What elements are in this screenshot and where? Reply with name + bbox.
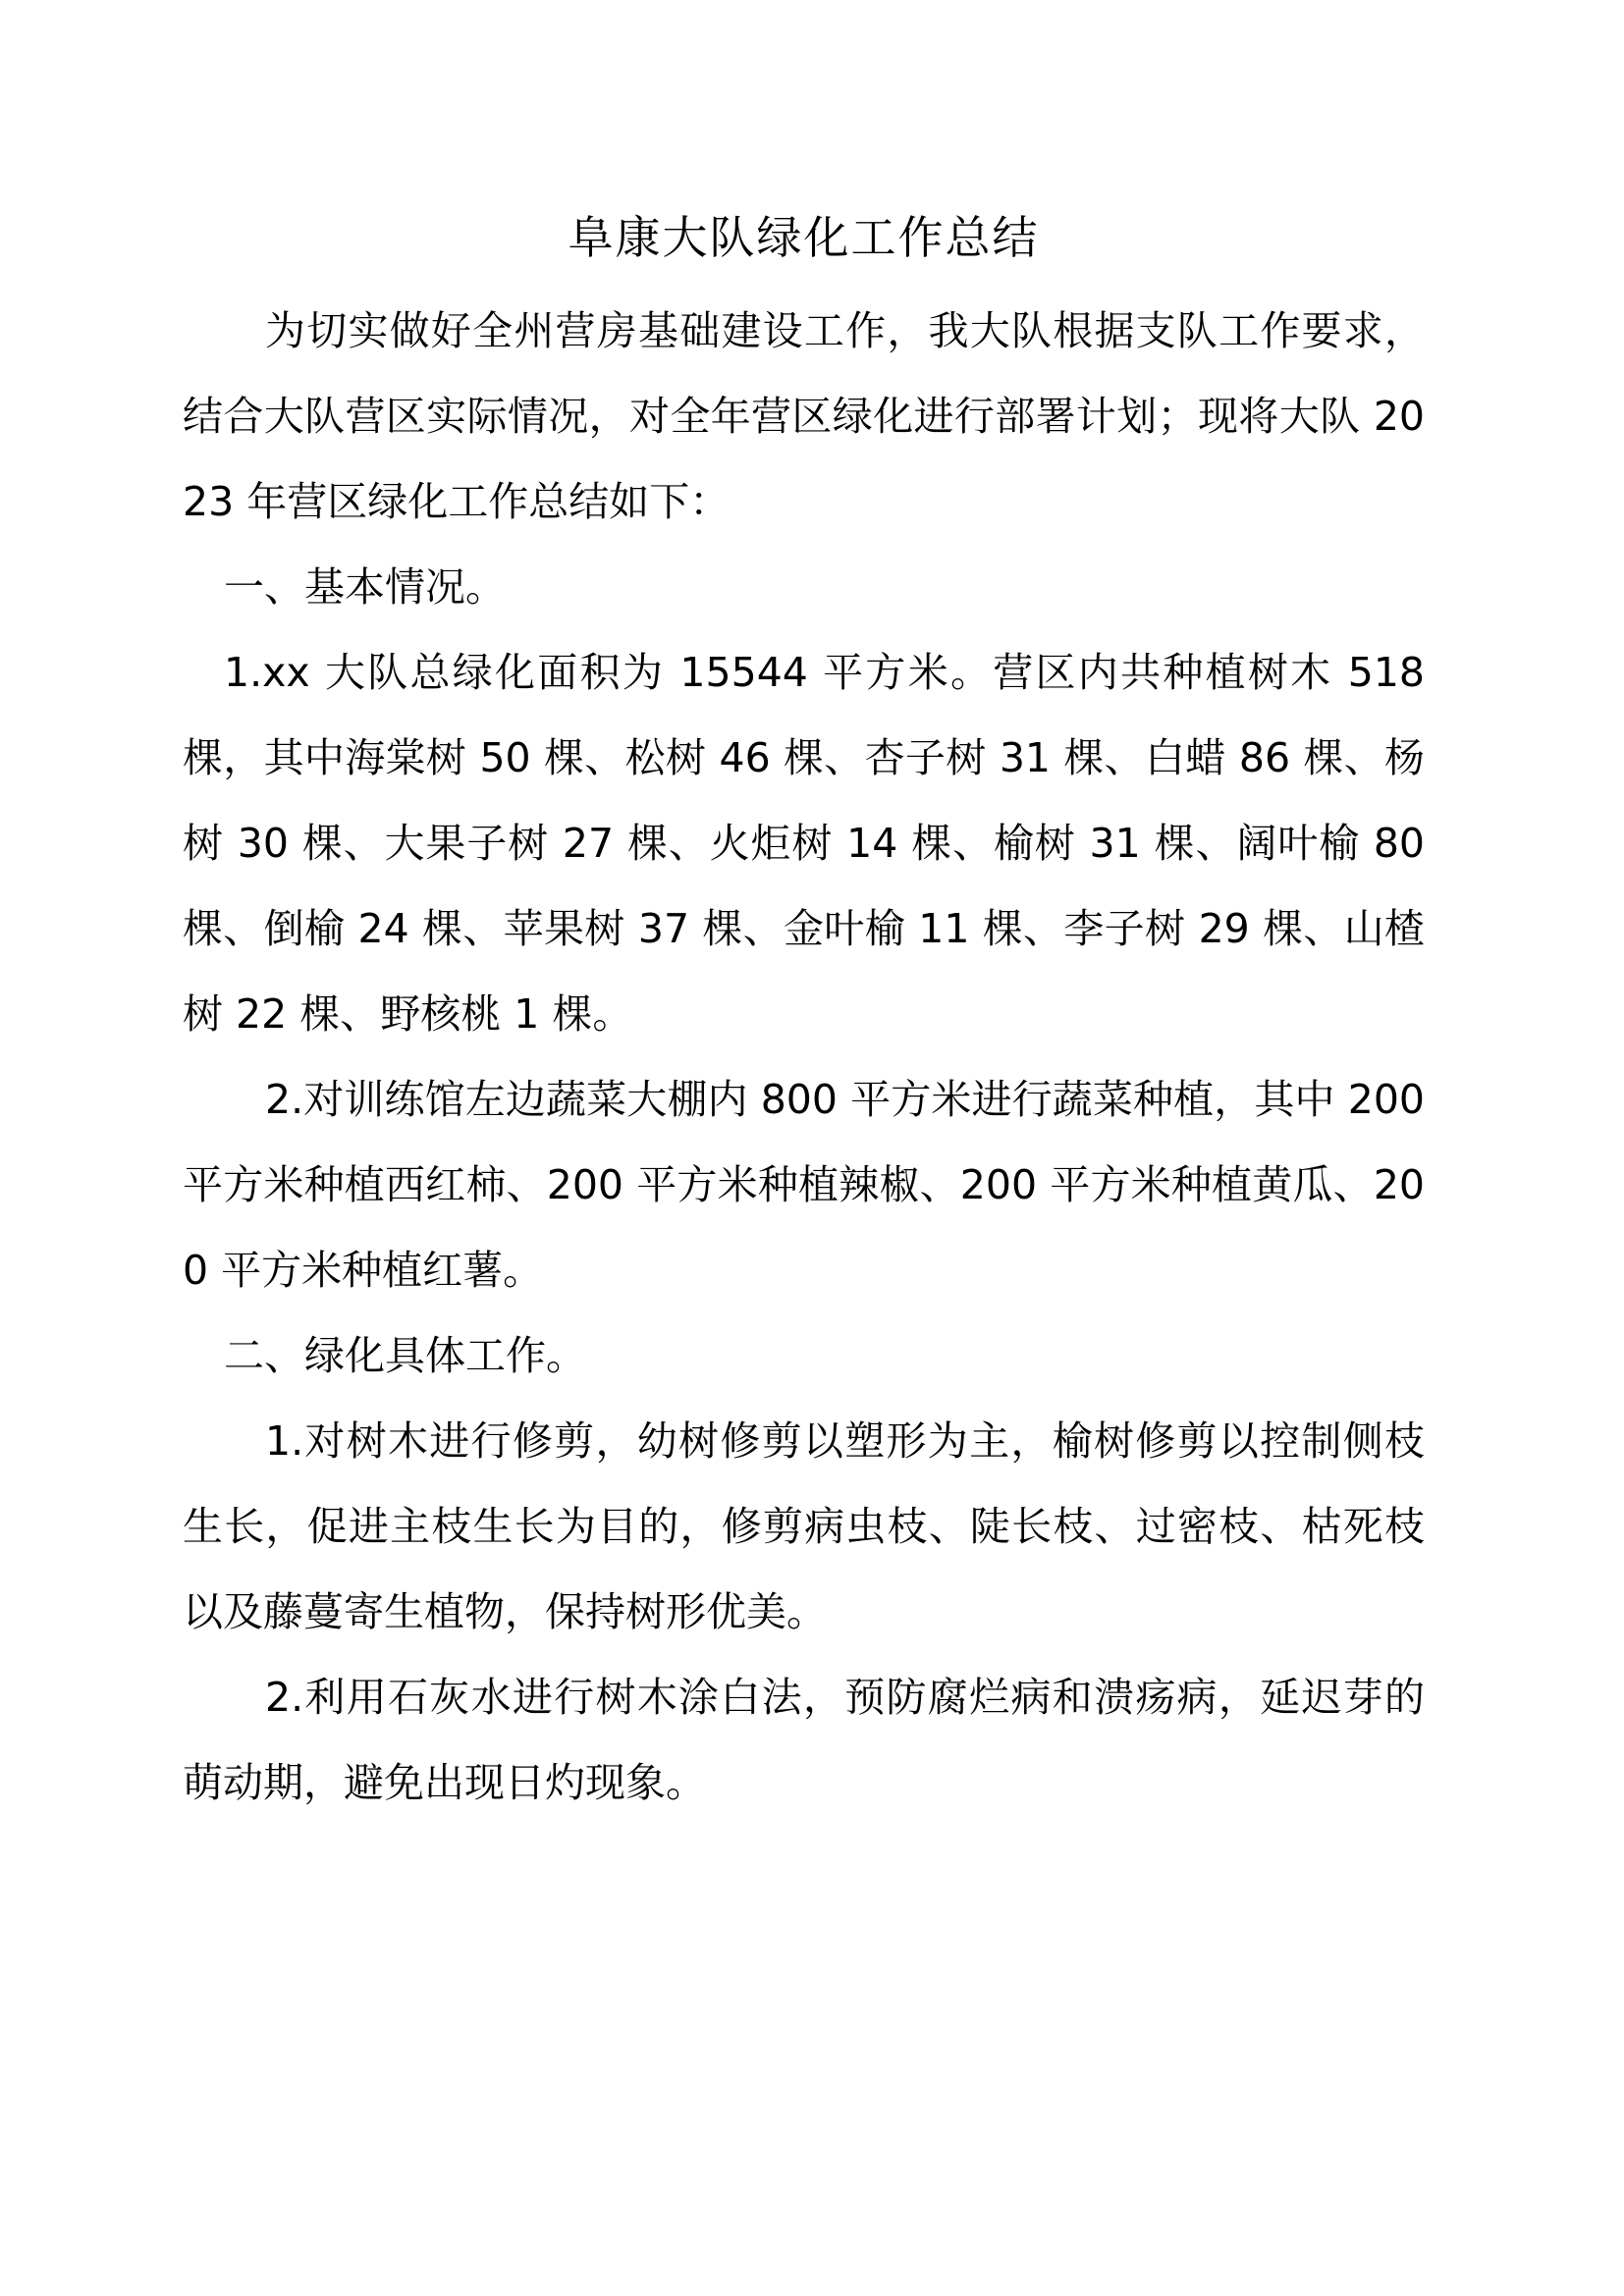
- paragraph-section-one-item-2: 2.对训练馆左边蔬菜大棚内 800 平方米进行蔬菜种植，其中 200 平方米种植西红柿、200 平方米种植辣椒、200 平方米种植黄瓜、200 平方米种植红薯。: [183, 1075, 1425, 1294]
- document-body: [183, 0, 1425, 1826]
- paragraph-section-two-item-2: 2.利用石灰水进行树木涂白法，预防腐烂病和溃疡病，延迟芽的萌动期，避免出现日灼现象。: [183, 1673, 1425, 1806]
- section-heading-two: 二、绿化具体工作。: [224, 1331, 586, 1379]
- page-title: 阜康大队绿化工作总结: [568, 211, 1040, 264]
- paragraph-section-two-item-1: 1.对树木进行修剪，幼树修剪以塑形为主，榆树修剪以控制侧枝生长，促进主枝生长为目的，修剪病虫枝、陡长枝、过密枝、枯死枝以及藤蔓寄生植物，保持树形优美。: [183, 1416, 1425, 1635]
- paragraph-section-one-item-1: 1.xx 大队总绿化面积为 15544 平方米。营区内共种植树木 518 棵，其中海棠树 50 棵、松树 46 棵、杏子树 31 棵、白蜡 86 棵、杨树 30 棵、大果子树 27 棵、火炬树 14 棵、榆树 31 棵、阔叶榆 80 棵、倒榆 24 棵、苹果树 37 棵、金叶榆 11 棵、李子树 29 棵、山楂树 22 棵、野核桃 1 棵。: [183, 648, 1425, 1038]
- section-heading-one: 一、基本情况。: [224, 562, 506, 611]
- paragraph-intro: 为切实做好全州营房基础建设工作，我大队根据支队工作要求，结合大队营区实际情况，对全年营区绿化进行部署计划；现将大队 2023 年营区绿化工作总结如下：: [183, 306, 1425, 525]
